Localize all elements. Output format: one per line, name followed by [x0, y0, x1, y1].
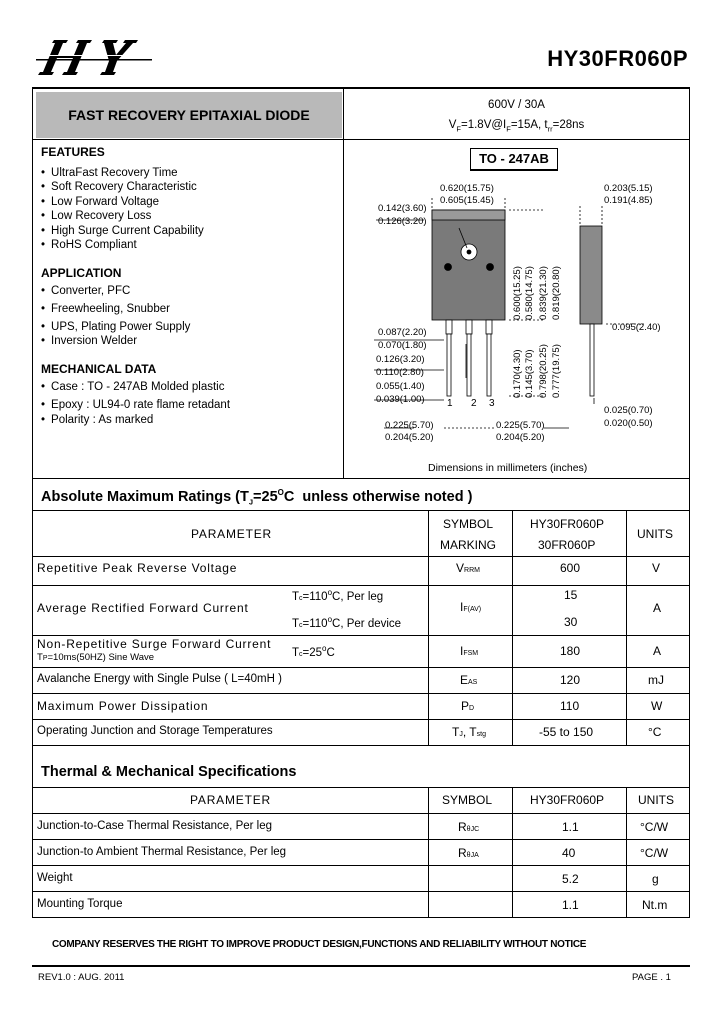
condition: $Tc=110^oC$, Per leg [292, 588, 384, 603]
pin-number: 2 [471, 398, 477, 409]
features-bottom-rule [32, 478, 690, 479]
table1-rule [32, 745, 690, 746]
table1-rule [32, 556, 690, 557]
value: 30 [564, 615, 578, 629]
dim-label-vertical: 0.819(20.80) [551, 266, 562, 320]
table1-left [32, 478, 33, 746]
dim-label: 0.191(4.85) [604, 195, 653, 206]
mechanical-item: • Epoxy : UL94-0 rate flame retadant [41, 399, 230, 411]
rating-summary [344, 99, 689, 111]
table2-col [512, 787, 513, 917]
dim-label: 0.620(15.75) [440, 183, 494, 194]
dim-label: 0.225(5.70) [385, 420, 434, 431]
col-parameter: PARAMETER [190, 793, 271, 807]
feature-item: • RoHS Compliant [41, 239, 137, 251]
value: 600 [560, 561, 581, 575]
table2-col [428, 787, 429, 917]
value: 180 [560, 644, 581, 658]
symbol: IFSM [460, 644, 479, 658]
table1-col [428, 510, 429, 745]
features-heading: FEATURES [41, 145, 105, 159]
value: 15 [564, 588, 578, 602]
unit: °C/W [640, 820, 669, 834]
col-part: HY30FR060P [530, 517, 605, 531]
table1-rule [32, 510, 690, 511]
unit: °C [648, 725, 662, 739]
dim-label-vertical: 0.777(19.75) [551, 344, 562, 398]
table2-left [32, 745, 33, 918]
dim-label: 0.203(5.15) [604, 183, 653, 194]
part-number: HY30FR060P [547, 46, 688, 71]
col-units: UNITS [638, 793, 674, 807]
voltage-current-rating: 600V / 30A [488, 99, 545, 111]
company-notice: COMPANY RESERVES THE RIGHT TO IMPROVE PRODUCT DESIGN,FUNCTIONS AND RELIABILITY WITHOUT NOTICE [52, 939, 587, 950]
application-item: • Freewheeling, Snubber [41, 303, 170, 315]
param-label: Maximum Power Dissipation [37, 699, 209, 713]
mechanical-item: • Case : TO - 247AB Molded plastic [41, 381, 224, 393]
condition: $Tc=110^oC$, Per device [292, 615, 402, 630]
pin-number: 1 [447, 398, 453, 409]
unit: °C/W [640, 846, 669, 860]
symbol: EAS [460, 673, 478, 687]
revision: REV1.0 : AUG. 2011 [38, 972, 125, 983]
mechanical-item: • Polarity : As marked [41, 414, 153, 426]
dim-label: 0.039(1.00) [376, 394, 425, 405]
dim-label: 0.070(1.80) [378, 340, 427, 351]
dim-label-vertical: 0.145(3.70) [524, 349, 535, 398]
table2-rule [32, 917, 690, 918]
table1-right [689, 478, 690, 746]
col-parameter: PARAMETER [191, 527, 272, 541]
table1-rule [32, 693, 690, 694]
unit: g [652, 872, 659, 886]
value: 1.1 [562, 820, 579, 834]
param-label: Mounting Torque [37, 898, 123, 910]
col-symbol: SYMBOL [443, 517, 494, 531]
param-label: Avalanche Energy with Single Pulse ( L=40mH ) [37, 673, 282, 685]
value: 40 [562, 846, 576, 860]
dim-label: 0.605(15.45) [440, 195, 494, 206]
feature-item: • Low Forward Voltage [41, 196, 159, 208]
param-label: Average Rectified Forward Current [37, 601, 249, 615]
table2-right [689, 745, 690, 918]
symbol: VRRM [456, 561, 480, 575]
abs-max-title: Absolute Maximum Ratings ($T_J=25^OC$ unless otherwise noted ) [41, 488, 473, 507]
dim-label-vertical: 0.798(20.25) [538, 344, 549, 398]
dim-label: 0.087(2.20) [378, 327, 427, 338]
table1-rule [32, 719, 690, 720]
table1-rule [32, 667, 690, 668]
dim-label: 0.204(5.20) [385, 432, 434, 443]
col-part-marking: 30FR060P [538, 538, 596, 552]
feature-item: • High Surge Current Capability [41, 225, 204, 237]
unit: A [653, 601, 662, 615]
application-heading: APPLICATION [41, 266, 122, 280]
unit: mJ [648, 673, 664, 687]
symbol: IF(AV) [460, 600, 482, 614]
dim-label: 0.204(5.20) [496, 432, 545, 443]
dim-label: 0.095(2.40) [612, 322, 661, 333]
unit: Nt.m [642, 898, 668, 912]
table2-rule [32, 891, 690, 892]
dim-label: 0.126(3.20) [376, 354, 425, 365]
application-item: • Converter, PFC [41, 285, 130, 297]
value: 120 [560, 673, 581, 687]
product-title-box [36, 92, 342, 138]
symbol: PD [461, 699, 475, 713]
param-label: Weight [37, 872, 73, 884]
application-item: • Inversion Welder [41, 335, 137, 347]
feature-item: • Low Recovery Loss [41, 210, 151, 222]
col-part: HY30FR060P [530, 793, 605, 807]
col-units: UNITS [637, 527, 673, 541]
table1-col [626, 510, 627, 745]
feature-item: • UltraFast Recovery Time [41, 167, 178, 179]
electrical-summary: $V_F=1.8V@I_F=15A$, $t_{rr}=28ns$ [448, 119, 585, 134]
value: 1.1 [562, 898, 579, 912]
dim-label: 0.142(3.60) [378, 203, 427, 214]
frame-right [689, 88, 690, 478]
table2-rule [32, 813, 690, 814]
col-symbol: SYMBOL [442, 793, 493, 807]
pin-number: 3 [489, 398, 495, 409]
table2-rule [32, 865, 690, 866]
dim-label: 0.025(0.70) [604, 405, 653, 416]
dim-label-vertical: 0.600(15.25) [512, 266, 523, 320]
condition: $Tc=25^oC$ [292, 644, 335, 659]
symbol: TJ, Tstg [452, 725, 486, 739]
symbol: RθJC [458, 820, 480, 834]
table1-rule [32, 635, 690, 636]
param-label: Junction-to-Case Thermal Resistance, Per leg [37, 820, 273, 832]
value: 5.2 [562, 872, 579, 886]
top-rule [32, 87, 690, 89]
dim-label: 0.225(5.70) [496, 420, 545, 431]
dim-label-vertical: 0.580(14.75) [524, 266, 535, 320]
table2-rule [32, 839, 690, 840]
table2-col [626, 787, 627, 917]
dim-label: 0.055(1.40) [376, 381, 425, 392]
table2-rule [32, 787, 690, 788]
mechanical-heading: MECHANICAL DATA [41, 362, 157, 376]
footer-rule [32, 965, 690, 967]
dim-label: 0.020(0.50) [604, 418, 653, 429]
symbol: RθJA [458, 846, 479, 860]
param-sublabel: TP=10ms(50HZ) Sine Wave [37, 652, 155, 663]
value: -55 to 150 [539, 725, 594, 739]
dim-label-vertical: 0.170(4.30) [512, 349, 523, 398]
table1-rule [32, 585, 690, 586]
application-item: • UPS, Plating Power Supply [41, 321, 190, 333]
dim-label: 0.110(2.80) [376, 367, 424, 378]
dim-label: 0.126(3.20) [378, 216, 427, 227]
header-rule [32, 139, 690, 140]
param-label: Operating Junction and Storage Temperatures [37, 725, 273, 737]
param-label: Non-Repetitive Surge Forward Current [37, 637, 272, 651]
unit: A [653, 644, 662, 658]
product-title: FAST RECOVERY EPITAXIAL DIODE [68, 107, 310, 123]
value: 110 [560, 699, 580, 713]
param-label: Junction-to Ambient Thermal Resistance, Per leg [37, 846, 287, 858]
hy-logo [34, 38, 152, 78]
col-marking: MARKING [440, 538, 497, 552]
frame-left [32, 88, 33, 478]
thermal-title: Thermal & Mechanical Specifications [41, 764, 297, 780]
dim-label-vertical: 0.839(21.30) [538, 266, 549, 320]
page-number: PAGE . 1 [632, 972, 671, 983]
table1-col [512, 510, 513, 745]
feature-item: • Soft Recovery Characteristic [41, 181, 197, 193]
unit: W [651, 699, 663, 713]
param-label: Repetitive Peak Reverse Voltage [37, 561, 238, 575]
unit: V [652, 561, 661, 575]
dimensions-note: Dimensions in millimeters (inches) [428, 462, 588, 474]
package-label: TO - 247AB [470, 148, 558, 171]
